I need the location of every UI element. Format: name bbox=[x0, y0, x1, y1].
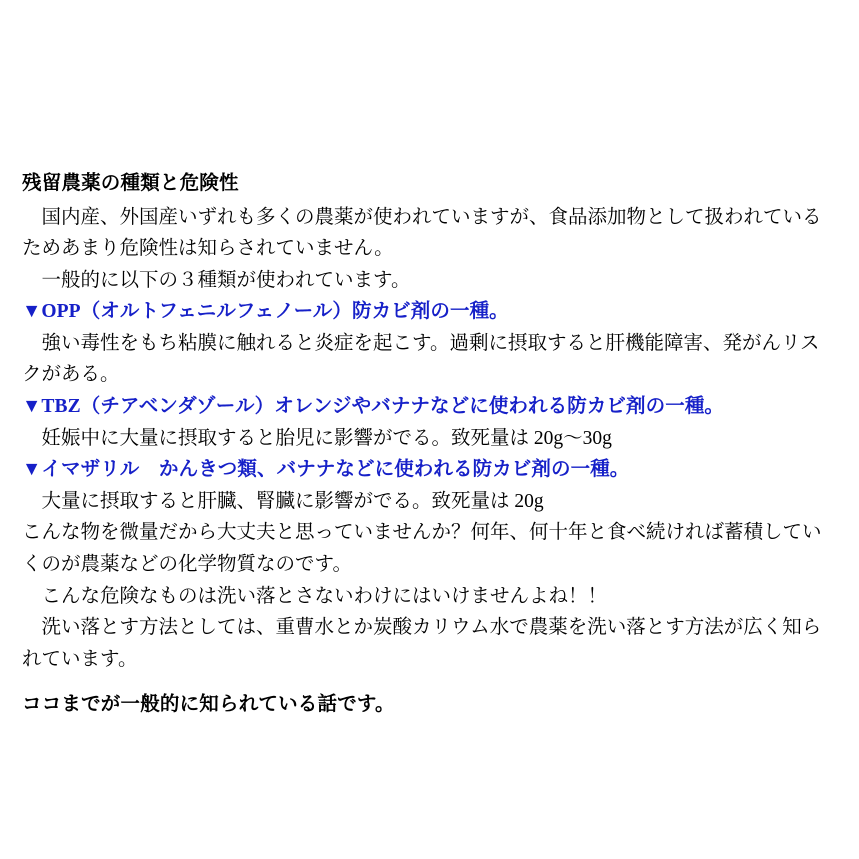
intro-paragraph-1: 国内産、外国産いずれも多くの農薬が使われていますが、食品添加物として扱われているためあまり危険性は知らされていません。 bbox=[22, 206, 822, 260]
triangle-marker-icon: ▼ bbox=[22, 396, 42, 418]
document-body bbox=[22, 168, 833, 721]
chemical-item-2-body: 妊娠中に大量に摂取すると胎児に影響がでる。致死量は 20g～30g bbox=[41, 427, 612, 449]
intro-paragraph-2: 一般的に以下の３種類が使われています。 bbox=[41, 269, 411, 291]
chemical-item-1-title bbox=[22, 296, 833, 328]
chemical-item-2-title bbox=[22, 391, 833, 423]
chemical-item-3-title bbox=[22, 454, 833, 486]
page-title: 残留農薬の種類と危険性 bbox=[22, 173, 239, 194]
chemical-item-3-title-text: イマザリル かんきつ類、バナナなどに使われる防カビ剤の一種。 bbox=[41, 459, 630, 481]
final-note: ココまでが一般的に知られている話です。 bbox=[22, 694, 395, 716]
triangle-marker-icon: ▼ bbox=[22, 459, 42, 481]
spacer bbox=[22, 675, 833, 689]
chemical-item-1-body: 強い毒性をもち粘膜に触れると炎症を起こす。過剰に摂取すると肝機能障害、発がんリスクがある。 bbox=[22, 332, 820, 386]
chemical-item-3-body: 大量に摂取すると肝臓、腎臓に影響がでる。致死量は 20g bbox=[41, 490, 544, 512]
triangle-marker-icon: ▼ bbox=[22, 301, 42, 323]
closing-paragraph-3: 洗い落とす方法としては、重曹水とか炭酸カリウム水で農薬を洗い落とす方法が広く知られています。 bbox=[22, 617, 822, 670]
closing-paragraph-2: こんな危険なものは洗い落とさないわけにはいけませんよね！！ bbox=[41, 585, 608, 607]
closing-paragraph-1: こんな物を微量だから大丈夫と思っていませんか？何年、何十年と食べ続ければ蓄積していくのが農薬などの化学物質なのです。 bbox=[22, 522, 822, 575]
chemical-item-2-title-text: TBZ（チアベンダゾール）オレンジやバナナなどに使われる防カビ剤の一種。 bbox=[41, 396, 725, 418]
chemical-item-1-title-text: OPP（オルトフェニルフェノール）防カビ剤の一種。 bbox=[41, 301, 509, 323]
